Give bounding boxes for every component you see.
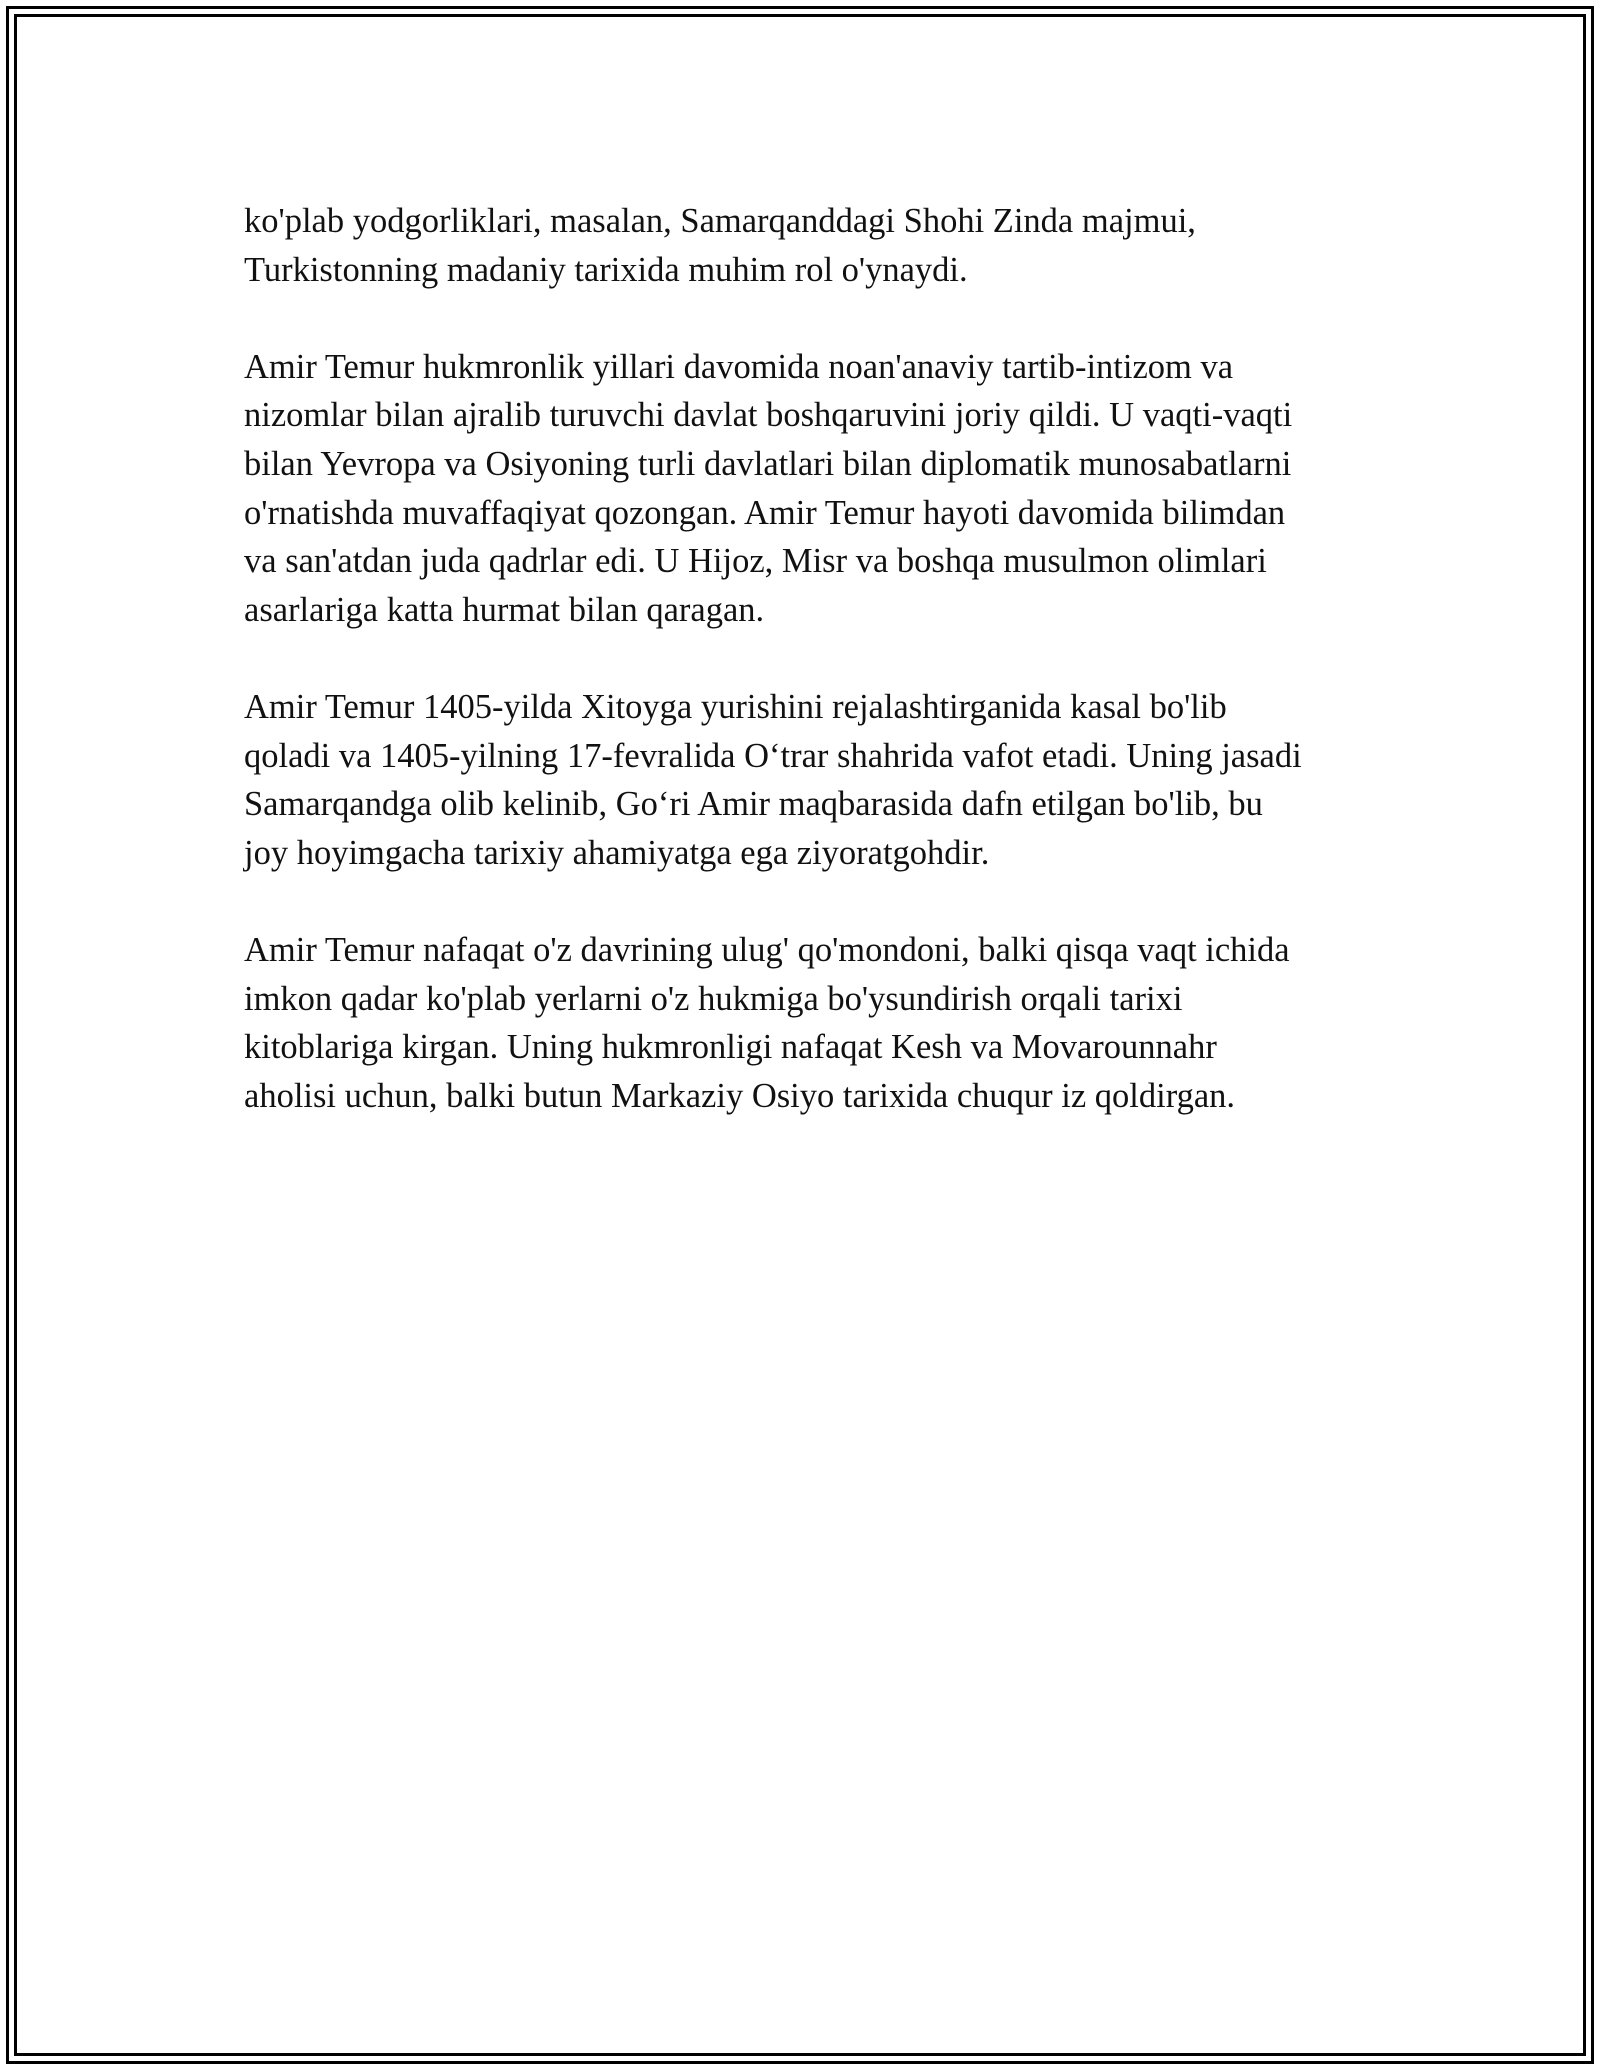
text-line: Turkistonning madaniy tarixida muhim rol o'ynaydi. [244,250,968,289]
text-line: va san'atdan juda qadrlar edi. U Hijoz, Misr va boshqa musulmon olimlari [244,542,1267,581]
text-line: o'rnatishda muvaffaqiyat qozongan. Amir Temur hayoti davomida bilimdan [244,493,1286,532]
paragraph-1 [244,197,1394,294]
text-line: Amir Temur 1405-yilda Xitoyga yurishini rejalashtirganida kasal bo'lib [244,687,1227,726]
text-line: imkon qadar ko'plab yerlarni o'z hukmiga bo'ysundirish orqali tarixi [244,979,1183,1018]
text-line: joy hoyimgacha tarixiy ahamiyatga ega ziyoratgohdir. [244,833,990,872]
text-line: bilan Yevropa va Osiyoning turli davlatlari bilan diplomatik munosabatlarni [244,444,1292,483]
text-line: Amir Temur hukmronlik yillari davomida noan'anaviy tartib-intizom va [244,347,1234,386]
text-line: kitoblariga kirgan. Uning hukmronligi nafaqat Kesh va Movarounnahr [244,1028,1217,1067]
paragraph-3 [244,683,1394,877]
text-line: asarlariga katta hurmat bilan qaragan. [244,590,765,629]
text-line: qoladi va 1405-yilning 17-fevralida O‘trar shahrida vafot etadi. Uning jasadi [244,736,1302,775]
page-border [6,6,1594,2064]
text-line: nizomlar bilan ajralib turuvchi davlat boshqaruvini joriy qildi. U vaqti-vaqti [244,396,1293,435]
paragraph-2 [244,343,1394,635]
text-line: Amir Temur nafaqat o'z davrining ulug' qo'mondoni, balki qisqa vaqt ichida [244,930,1290,969]
paragraph-4 [244,926,1394,1120]
document-body [244,197,1394,1169]
text-line: aholisi uchun, balki butun Markaziy Osiyo tarixida chuqur iz qoldirgan. [244,1076,1236,1115]
text-line: Samarqandga olib kelinib, Go‘ri Amir maqbarasida dafn etilgan bo'lib, bu [244,785,1263,824]
text-line: ko'plab yodgorliklari, masalan, Samarqanddagi Shohi Zinda majmui, [244,202,1196,240]
